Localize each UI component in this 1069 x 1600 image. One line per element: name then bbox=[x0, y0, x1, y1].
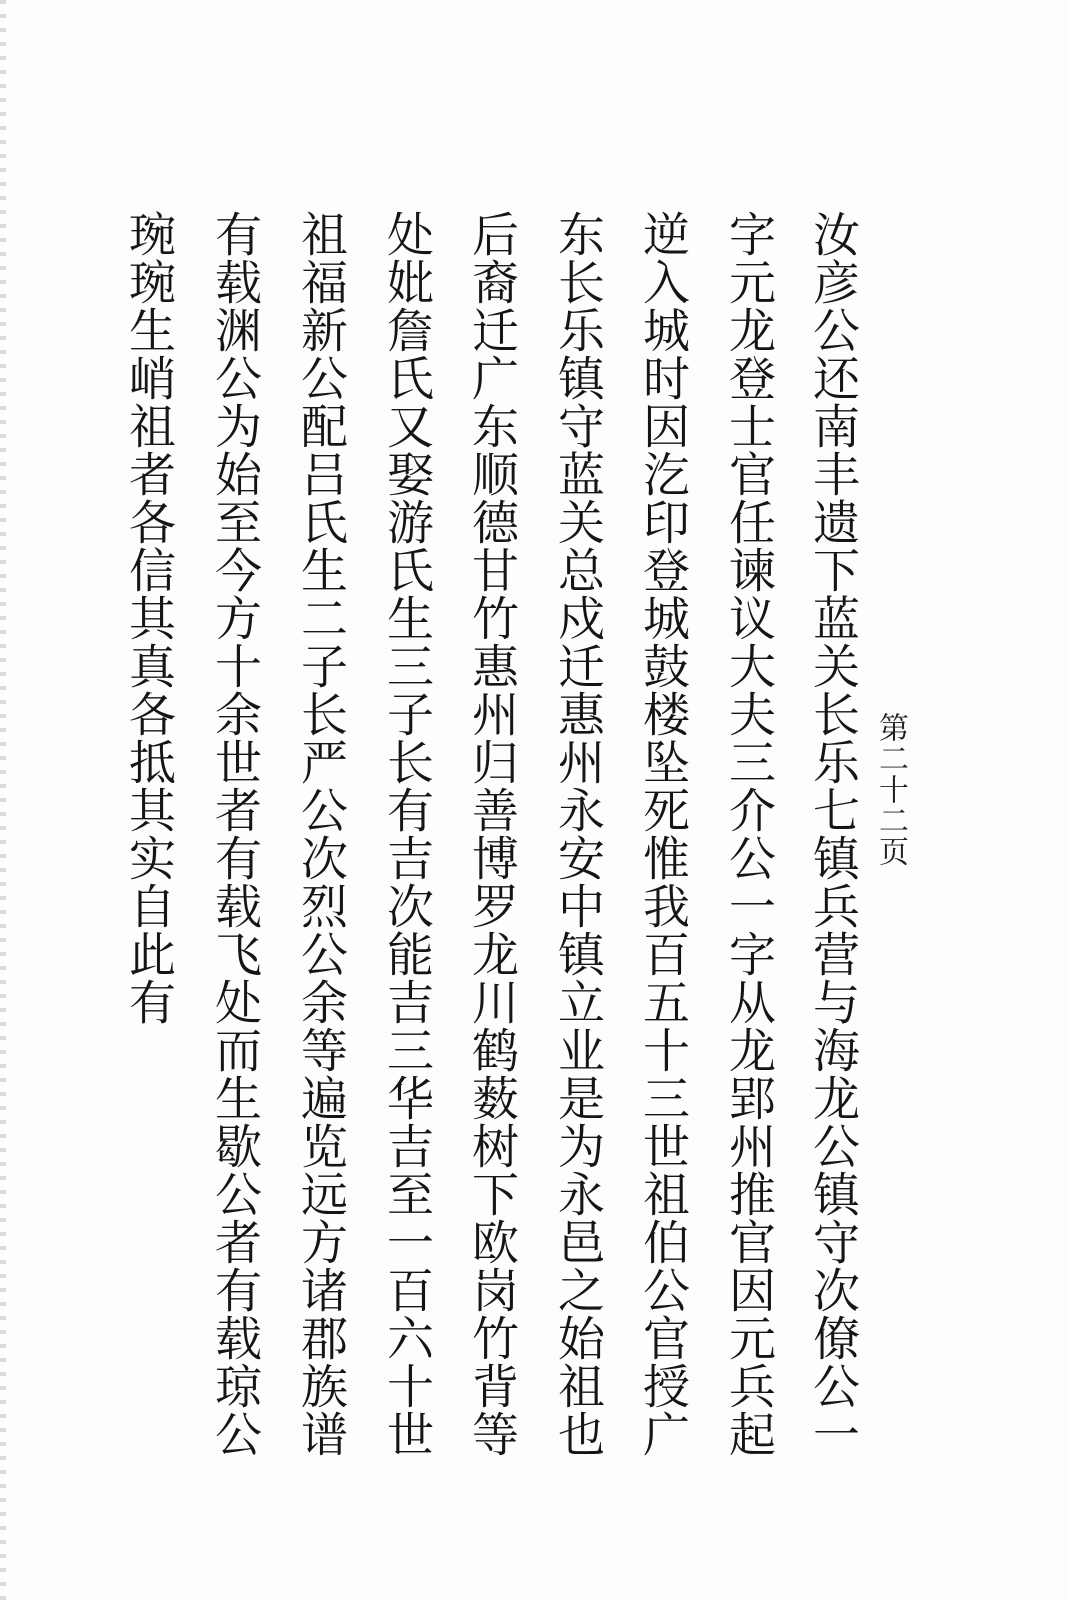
page-number: 第二十二页 bbox=[873, 712, 908, 867]
text-column-6: 处妣詹氏又娶游氏生三子长有吉次能吉三华吉至一百六十世 bbox=[379, 210, 434, 1458]
binding-edge bbox=[0, 0, 6, 1600]
text-column-4: 东长乐镇守蓝关总戍迁惠州永安中镇立业是为永邑之始祖也 bbox=[550, 210, 605, 1458]
text-column-3: 逆入城时因汔印登城鼓楼坠死惟我百五十三世祖伯公官授广 bbox=[635, 210, 690, 1458]
text-column-5: 后裔迁广东顺德甘竹惠州归善博罗龙川鹤薮树下欧岗竹背等 bbox=[464, 210, 519, 1458]
text-column-2: 字元龙登士官任谏议大夫三介公一字从龙郢州推官因元兵起 bbox=[721, 210, 776, 1458]
text-column-7: 祖福新公配吕氏生二子长严公次烈公余等遍览远方诸郡族谱 bbox=[293, 210, 348, 1458]
text-column-1: 汝彦公还南丰遗下蓝关长乐七镇兵营与海龙公镇守次僚公一 bbox=[805, 210, 860, 1458]
text-column-9: 琬琬生峭祖者各信其真各抵其实自此有 bbox=[121, 210, 176, 1026]
text-column-8: 有载渊公为始至今方十余世者有载飞处而生歇公者有载琼公 bbox=[207, 210, 262, 1458]
